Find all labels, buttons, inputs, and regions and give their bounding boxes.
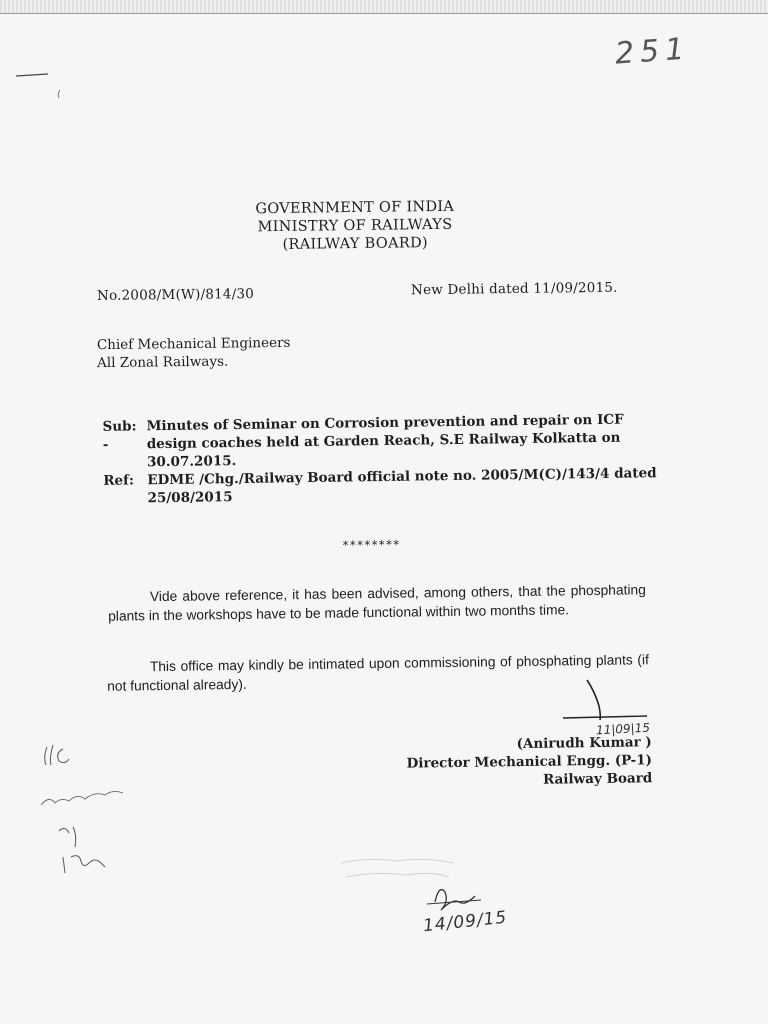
signatory-office: Railway Board: [542, 770, 653, 788]
heading-board: (RAILWAY BOARD): [282, 235, 428, 253]
subject-text: Minutes of Seminar on Corrosion prevention and repair on ICF design coaches held at Garden Reach, S.E Railway Kolkatta on 30.07.2015.: [146, 411, 624, 471]
reference-row: [103, 464, 663, 508]
addressee-block: [97, 334, 291, 372]
reference-number: No.2008/M(W)/814/30: [96, 286, 255, 304]
signatory-name: (Anirudh Kumar ): [516, 734, 652, 753]
heading-ministry: MINISTRY OF RAILWAYS: [257, 216, 453, 236]
body-paragraph-2: This office may kindly be intimated upon commissioning of phosphating plants (if not functional already).: [107, 652, 649, 694]
initials-handwritten-date: 14/09/15: [422, 907, 509, 937]
reference-label: Ref:: [103, 472, 134, 489]
scan-top-edge-line: [0, 13, 768, 14]
addressee-line-1: Chief Mechanical Engineers: [96, 334, 291, 354]
subject-block: [102, 410, 663, 508]
heading-government: GOVERNMENT OF INDIA: [255, 198, 455, 218]
signatory-block: [400, 733, 653, 791]
signatory-designation: Director Mechanical Engg. (P-1): [406, 752, 653, 772]
separator-stars: ********: [341, 537, 400, 553]
place-and-date: New Delhi dated 11/09/2015.: [410, 279, 618, 299]
margin-dash-mark: [14, 64, 74, 104]
handwritten-page-number: 251: [613, 31, 692, 72]
body-paragraph-1: Vide above reference, it has been advised, among others, that the phosphating plants in the workshops have to be made functional within two months time.: [108, 582, 646, 624]
subject-row: [102, 410, 663, 472]
subject-label: Sub: -: [102, 418, 137, 453]
reference-text: EDME /Chg./Railway Board official note no. 2005/M(C)/143/4 dated 25/08/2015: [147, 465, 657, 507]
scan-top-edge: [0, 0, 768, 14]
addressee-line-2: All Zonal Railways.: [97, 353, 229, 372]
letter-heading: [240, 198, 471, 255]
handwritten-margin-note: [25, 735, 135, 885]
signature-handwritten-date: 11|09|15: [595, 720, 651, 738]
